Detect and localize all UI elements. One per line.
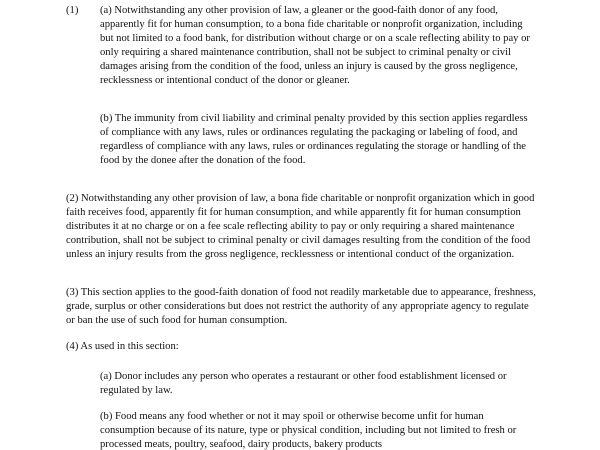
section-4a-paragraph: (a) Donor includes any person who operates a restaurant or other food establishment licensed or regulated by law. [100,371,507,396]
section-1b-paragraph: (b) The immunity from civil liability and criminal penalty provided by this section applies regardless of compliance with any laws, rules or ordinances regulating the packaging or labeling of food, and regardless of compliance with any laws, rules or ordinances regulating the storage or handling of the food by the donee after the donation of the food. [100,113,528,166]
section-1a-paragraph: (a) Notwithstanding any other provision of law, a gleaner or the good-faith donor of any food, apparently fit for human consumption, to a bona fide charitable or nonprofit organization, including but not limited to a food bank, for distribution without charge or on a scale reflecting ability to pay or only requiring a shared maintenance contribution, shall not be subject to criminal penalty or civil damages arising from the condition of the food, unless an injury is caused by the gross negligence, recklessness or intentional conduct of the donor or gleaner. [100,5,530,86]
section-1-number: (1) [66,5,79,16]
section-4b-paragraph: (b) Food means any food whether or not it may spoil or otherwise become unfit for human consumption because of its nature, type or physical condition, including but not limited to fresh or processed meats, poultry, seafood, dairy products, bakery products [100,411,517,450]
section-2-paragraph: (2) Notwithstanding any other provision of law, a bona fide charitable or nonprofit organization which in good faith receives food, apparently fit for human consumption, and while apparently fit for human consumption distributes it at no charge or on a fee scale reflecting ability to pay or only requiring a shared maintenance contribution, shall not be subject to criminal penalty or civil damages resulting from the condition of the food unless an injury results from the gross negligence, recklessness or intentional conduct of the organization. [66,193,535,260]
section-4-heading: (4) As used in this section: [66,341,179,352]
section-3-paragraph: (3) This section applies to the good-faith donation of food not readily marketable due to appearance, freshness, grade, surplus or other considerations but does not restrict the authority of any appropriate agency to regulate or ban the use of such food for human consumption. [66,287,536,326]
